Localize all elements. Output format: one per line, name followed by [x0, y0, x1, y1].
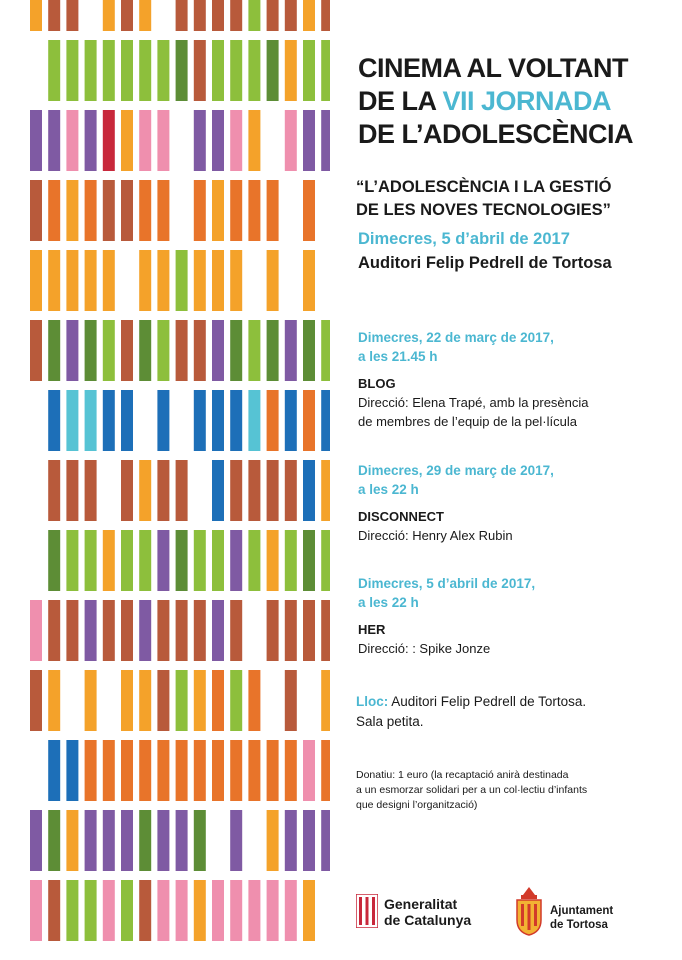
stripe-bar — [85, 40, 97, 101]
main-event-date: Dimecres, 5 d’abril de 2017 — [358, 230, 570, 248]
venue-room: Sala petita. — [356, 714, 424, 729]
stripe-bar — [48, 320, 60, 381]
title-line-2-prefix: DE LA — [358, 86, 443, 116]
stripe-bar — [48, 880, 60, 941]
stripe-bar — [66, 110, 78, 171]
stripe-bar — [321, 390, 330, 451]
stripe-bar — [303, 810, 315, 871]
stripe-bar — [157, 810, 169, 871]
donation-note — [356, 768, 646, 813]
film-director — [358, 526, 678, 545]
director-name: Elena Trapé, amb la presència — [408, 395, 589, 410]
stripe-bar — [121, 460, 133, 521]
stripe-bar — [66, 810, 78, 871]
page-title — [358, 52, 633, 151]
stripe-bar — [85, 460, 97, 521]
stripe-bar — [48, 460, 60, 521]
stripe-bar — [230, 810, 242, 871]
stripe-bar — [30, 180, 42, 241]
stripe-bar — [267, 460, 279, 521]
stripe-bar — [248, 320, 260, 381]
stripe-bar — [248, 530, 260, 591]
stripe-bar — [121, 740, 133, 801]
session-date — [358, 574, 678, 612]
stripe-bar — [267, 0, 279, 31]
stripe-bar — [30, 810, 42, 871]
stripe-bar — [285, 40, 297, 101]
stripe-bar — [85, 670, 97, 731]
session-1 — [358, 328, 678, 431]
stripe-bar — [85, 810, 97, 871]
stripe-bar — [285, 600, 297, 661]
stripe-bar — [139, 250, 151, 311]
venue-info — [356, 692, 586, 732]
stripe-bar — [30, 600, 42, 661]
stripe-bar — [212, 460, 224, 521]
stripe-bar — [30, 250, 42, 311]
stripe-bar — [176, 600, 188, 661]
venue-name: Auditori Felip Pedrell de Tortosa. — [388, 694, 587, 709]
stripe-bar — [139, 670, 151, 731]
stripe-bar — [157, 600, 169, 661]
title-line-1: CINEMA AL VOLTANT — [358, 53, 628, 83]
stripe-bar — [157, 250, 169, 311]
stripe-bar — [48, 530, 60, 591]
stripe-bar — [212, 250, 224, 311]
stripe-bar — [321, 530, 330, 591]
stripe-bar — [303, 880, 315, 941]
stripe-bar — [103, 0, 115, 31]
stripe-bar — [139, 180, 151, 241]
stripe-bar — [121, 110, 133, 171]
ajuntament-line-1: Ajuntament — [550, 905, 614, 917]
stripe-bar — [230, 670, 242, 731]
stripe-bar — [103, 530, 115, 591]
stripe-bar — [48, 600, 60, 661]
stripe-bar — [85, 320, 97, 381]
stripe-bar — [176, 740, 188, 801]
stripe-bar — [157, 670, 169, 731]
director-name: : Spike Jonze — [408, 641, 491, 656]
stripe-bar — [139, 460, 151, 521]
stripe-bar — [248, 40, 260, 101]
stripe-bar — [321, 810, 330, 871]
stripe-bar — [267, 250, 279, 311]
stripe-bar — [139, 530, 151, 591]
stripe-bar — [139, 740, 151, 801]
stripe-bar — [85, 110, 97, 171]
stripe-bar — [285, 670, 297, 731]
stripe-bar — [321, 460, 330, 521]
stripe-bar — [194, 390, 206, 451]
stripe-bar — [139, 810, 151, 871]
stripe-bar — [157, 320, 169, 381]
director-name: Henry Alex Rubin — [408, 528, 513, 543]
stripe-bar — [103, 40, 115, 101]
stripe-bar — [303, 320, 315, 381]
stripe-bar — [103, 880, 115, 941]
stripe-bar — [121, 390, 133, 451]
stripe-bar — [212, 110, 224, 171]
stripe-bar — [194, 670, 206, 731]
main-event-venue: Auditori Felip Pedrell de Tortosa — [358, 254, 612, 272]
stripe-bar — [103, 320, 115, 381]
stripe-bar — [176, 880, 188, 941]
stripe-bar — [303, 40, 315, 101]
stripe-bar — [48, 390, 60, 451]
stripe-bar — [30, 670, 42, 731]
venue-label: Lloc: — [356, 694, 389, 709]
stripe-bar — [248, 0, 260, 31]
stripe-bar — [267, 880, 279, 941]
stripe-bar — [248, 180, 260, 241]
stripe-bar — [230, 40, 242, 101]
stripe-bar — [285, 0, 297, 31]
stripe-bar — [85, 390, 97, 451]
session-date-text: Dimecres, 22 de març de 2017, — [358, 330, 554, 345]
generalitat-line-2: de Catalunya — [384, 912, 472, 928]
stripe-bar — [66, 740, 78, 801]
stripe-bar — [248, 460, 260, 521]
stripe-bar — [212, 40, 224, 101]
stripe-bar — [139, 320, 151, 381]
stripe-bar — [285, 460, 297, 521]
stripe-bar — [194, 40, 206, 101]
stripe-bar — [212, 390, 224, 451]
stripe-bar — [230, 740, 242, 801]
stripe-bar — [48, 0, 60, 31]
stripe-bar — [267, 740, 279, 801]
stripe-bar — [212, 670, 224, 731]
stripe-bar — [176, 0, 188, 31]
stripe-bar — [212, 180, 224, 241]
decorative-stripe-pattern — [0, 0, 330, 960]
film-title: HER — [358, 622, 386, 637]
stripe-bar — [212, 600, 224, 661]
stripe-bar — [230, 390, 242, 451]
session-date-text: Dimecres, 29 de març de 2017, — [358, 463, 554, 478]
stripe-bar — [48, 180, 60, 241]
director-extra: de membres de l’equip de la pel·lícula — [358, 414, 577, 429]
stripe-bar — [230, 880, 242, 941]
stripe-bar — [157, 110, 169, 171]
stripe-bar — [139, 110, 151, 171]
stripe-bar — [285, 390, 297, 451]
stripe-bar — [176, 460, 188, 521]
stripe-bar — [303, 460, 315, 521]
stripe-bar — [48, 40, 60, 101]
stripe-bar — [176, 530, 188, 591]
stripe-bar — [230, 600, 242, 661]
stripe-bar — [121, 0, 133, 31]
stripe-bar — [121, 600, 133, 661]
tortosa-shield-icon — [512, 886, 546, 936]
stripe-bar — [194, 880, 206, 941]
stripe-bar — [48, 740, 60, 801]
stripe-bar — [303, 250, 315, 311]
stripe-bar — [285, 740, 297, 801]
stripe-bar — [66, 320, 78, 381]
stripe-bar — [230, 180, 242, 241]
event-theme — [356, 176, 611, 222]
stripe-bar — [285, 110, 297, 171]
stripe-bar — [285, 320, 297, 381]
donation-line-3: que designi l’organització) — [356, 799, 478, 811]
ajuntament-logo — [512, 886, 672, 946]
senyera-icon — [356, 894, 378, 928]
stripe-bar — [66, 390, 78, 451]
stripe-bar — [66, 600, 78, 661]
stripe-bar — [30, 320, 42, 381]
stripe-bar — [321, 670, 330, 731]
stripe-bar — [194, 600, 206, 661]
stripe-bar — [212, 530, 224, 591]
session-time: a les 22 h — [358, 595, 419, 610]
stripe-bar — [194, 810, 206, 871]
stripe-bar — [85, 180, 97, 241]
stripe-bar — [194, 530, 206, 591]
stripe-bar — [285, 530, 297, 591]
stripe-bar — [212, 880, 224, 941]
stripe-bar — [66, 250, 78, 311]
stripe-bar — [212, 740, 224, 801]
session-date — [358, 328, 678, 366]
stripe-bar — [157, 880, 169, 941]
stripe-bar — [267, 40, 279, 101]
stripe-bar — [248, 740, 260, 801]
stripe-bar — [48, 250, 60, 311]
stripe-bar — [139, 600, 151, 661]
stripe-bar — [121, 40, 133, 101]
stripe-bar — [321, 320, 330, 381]
stripe-bar — [176, 250, 188, 311]
stripe-bar — [176, 810, 188, 871]
stripe-bar — [157, 530, 169, 591]
stripe-bar — [103, 180, 115, 241]
theme-line-2: DE LES NOVES TECNOLOGIES” — [356, 201, 611, 219]
director-label: Direcció: — [358, 395, 409, 410]
stripe-bar — [30, 110, 42, 171]
stripe-bar — [85, 530, 97, 591]
generalitat-line-1: Generalitat — [384, 896, 458, 912]
stripe-bar — [103, 110, 115, 171]
stripe-bar — [267, 390, 279, 451]
stripe-bar — [176, 40, 188, 101]
session-2 — [358, 461, 678, 545]
session-date-text: Dimecres, 5 d’abril de 2017, — [358, 576, 536, 591]
stripe-bar — [103, 740, 115, 801]
stripe-bar — [66, 530, 78, 591]
stripe-bar — [321, 740, 330, 801]
stripe-bar — [248, 670, 260, 731]
donation-line-2: a un esmorzar solidari per a un col·lectiu d’infants — [356, 784, 588, 796]
stripe-bar — [267, 320, 279, 381]
stripe-bar — [30, 880, 42, 941]
stripe-bar — [157, 390, 169, 451]
stripe-bar — [194, 180, 206, 241]
stripe-bar — [194, 0, 206, 31]
stripe-bar — [303, 600, 315, 661]
session-date — [358, 461, 678, 499]
stripe-bar — [212, 0, 224, 31]
film-director — [358, 393, 678, 431]
stripe-bar — [121, 320, 133, 381]
stripe-bar — [66, 0, 78, 31]
stripe-bar — [157, 740, 169, 801]
film-director — [358, 639, 678, 658]
stripe-bar — [194, 320, 206, 381]
director-label: Direcció: — [358, 528, 409, 543]
stripe-bar — [30, 0, 42, 31]
stripe-bar — [48, 670, 60, 731]
stripe-bar — [303, 740, 315, 801]
donation-line-1: Donatiu: 1 euro (la recaptació anirà destinada — [356, 769, 569, 781]
stripe-bar — [194, 250, 206, 311]
stripe-bar — [285, 880, 297, 941]
stripe-bar — [212, 320, 224, 381]
stripe-bar — [139, 880, 151, 941]
stripe-bar — [85, 740, 97, 801]
stripe-bar — [230, 0, 242, 31]
stripe-bar — [267, 530, 279, 591]
stripe-bar — [103, 250, 115, 311]
stripe-bar — [230, 530, 242, 591]
stripe-bar — [303, 390, 315, 451]
stripe-bar — [321, 110, 330, 171]
stripe-bar — [230, 320, 242, 381]
stripe-bar — [48, 810, 60, 871]
stripe-bar — [194, 110, 206, 171]
stripe-bar — [248, 390, 260, 451]
stripe-bar — [267, 180, 279, 241]
stripe-bar — [321, 600, 330, 661]
stripe-bar — [303, 530, 315, 591]
stripe-bar — [103, 390, 115, 451]
stripe-bar — [248, 110, 260, 171]
stripe-bar — [48, 110, 60, 171]
stripe-bar — [157, 460, 169, 521]
stripe-bar — [85, 880, 97, 941]
stripe-bar — [157, 40, 169, 101]
stripe-bar — [176, 670, 188, 731]
stripe-bar — [121, 670, 133, 731]
stripe-bar — [303, 0, 315, 31]
stripe-bar — [121, 810, 133, 871]
stripe-bar — [121, 180, 133, 241]
stripe-bar — [321, 0, 330, 31]
film-title: DISCONNECT — [358, 509, 444, 524]
stripe-bar — [66, 880, 78, 941]
stripe-bar — [194, 740, 206, 801]
session-time: a les 21.45 h — [358, 349, 438, 364]
stripe-bar — [121, 880, 133, 941]
stripe-bar — [230, 460, 242, 521]
stripe-bar — [176, 320, 188, 381]
session-time: a les 22 h — [358, 482, 419, 497]
director-label: Direcció: — [358, 641, 409, 656]
title-line-3: DE L’ADOLESCÈNCIA — [358, 119, 634, 149]
generalitat-logo — [356, 892, 506, 936]
stripe-bar — [139, 40, 151, 101]
stripe-bar — [66, 180, 78, 241]
stripe-bar — [230, 110, 242, 171]
stripe-bar — [66, 40, 78, 101]
stripe-bar — [267, 810, 279, 871]
ajuntament-line-2: de Tortosa — [550, 919, 608, 931]
stripe-bar — [85, 250, 97, 311]
stripe-bar — [121, 530, 133, 591]
theme-line-1: “L’ADOLESCÈNCIA I LA GESTIÓ — [356, 178, 612, 196]
stripe-bar — [303, 110, 315, 171]
stripe-bar — [139, 0, 151, 31]
stripe-bar — [103, 600, 115, 661]
film-title: BLOG — [358, 376, 396, 391]
stripe-bar — [157, 180, 169, 241]
stripe-bar — [85, 600, 97, 661]
stripe-bar — [230, 250, 242, 311]
stripe-bar — [248, 880, 260, 941]
stripe-bar — [285, 810, 297, 871]
stripe-bar — [103, 810, 115, 871]
stripe-bar — [321, 40, 330, 101]
title-line-2-accent: VII JORNADA — [442, 86, 612, 116]
session-3 — [358, 574, 678, 658]
stripe-bar — [303, 180, 315, 241]
stripe-bar — [66, 460, 78, 521]
stripe-bar — [267, 600, 279, 661]
